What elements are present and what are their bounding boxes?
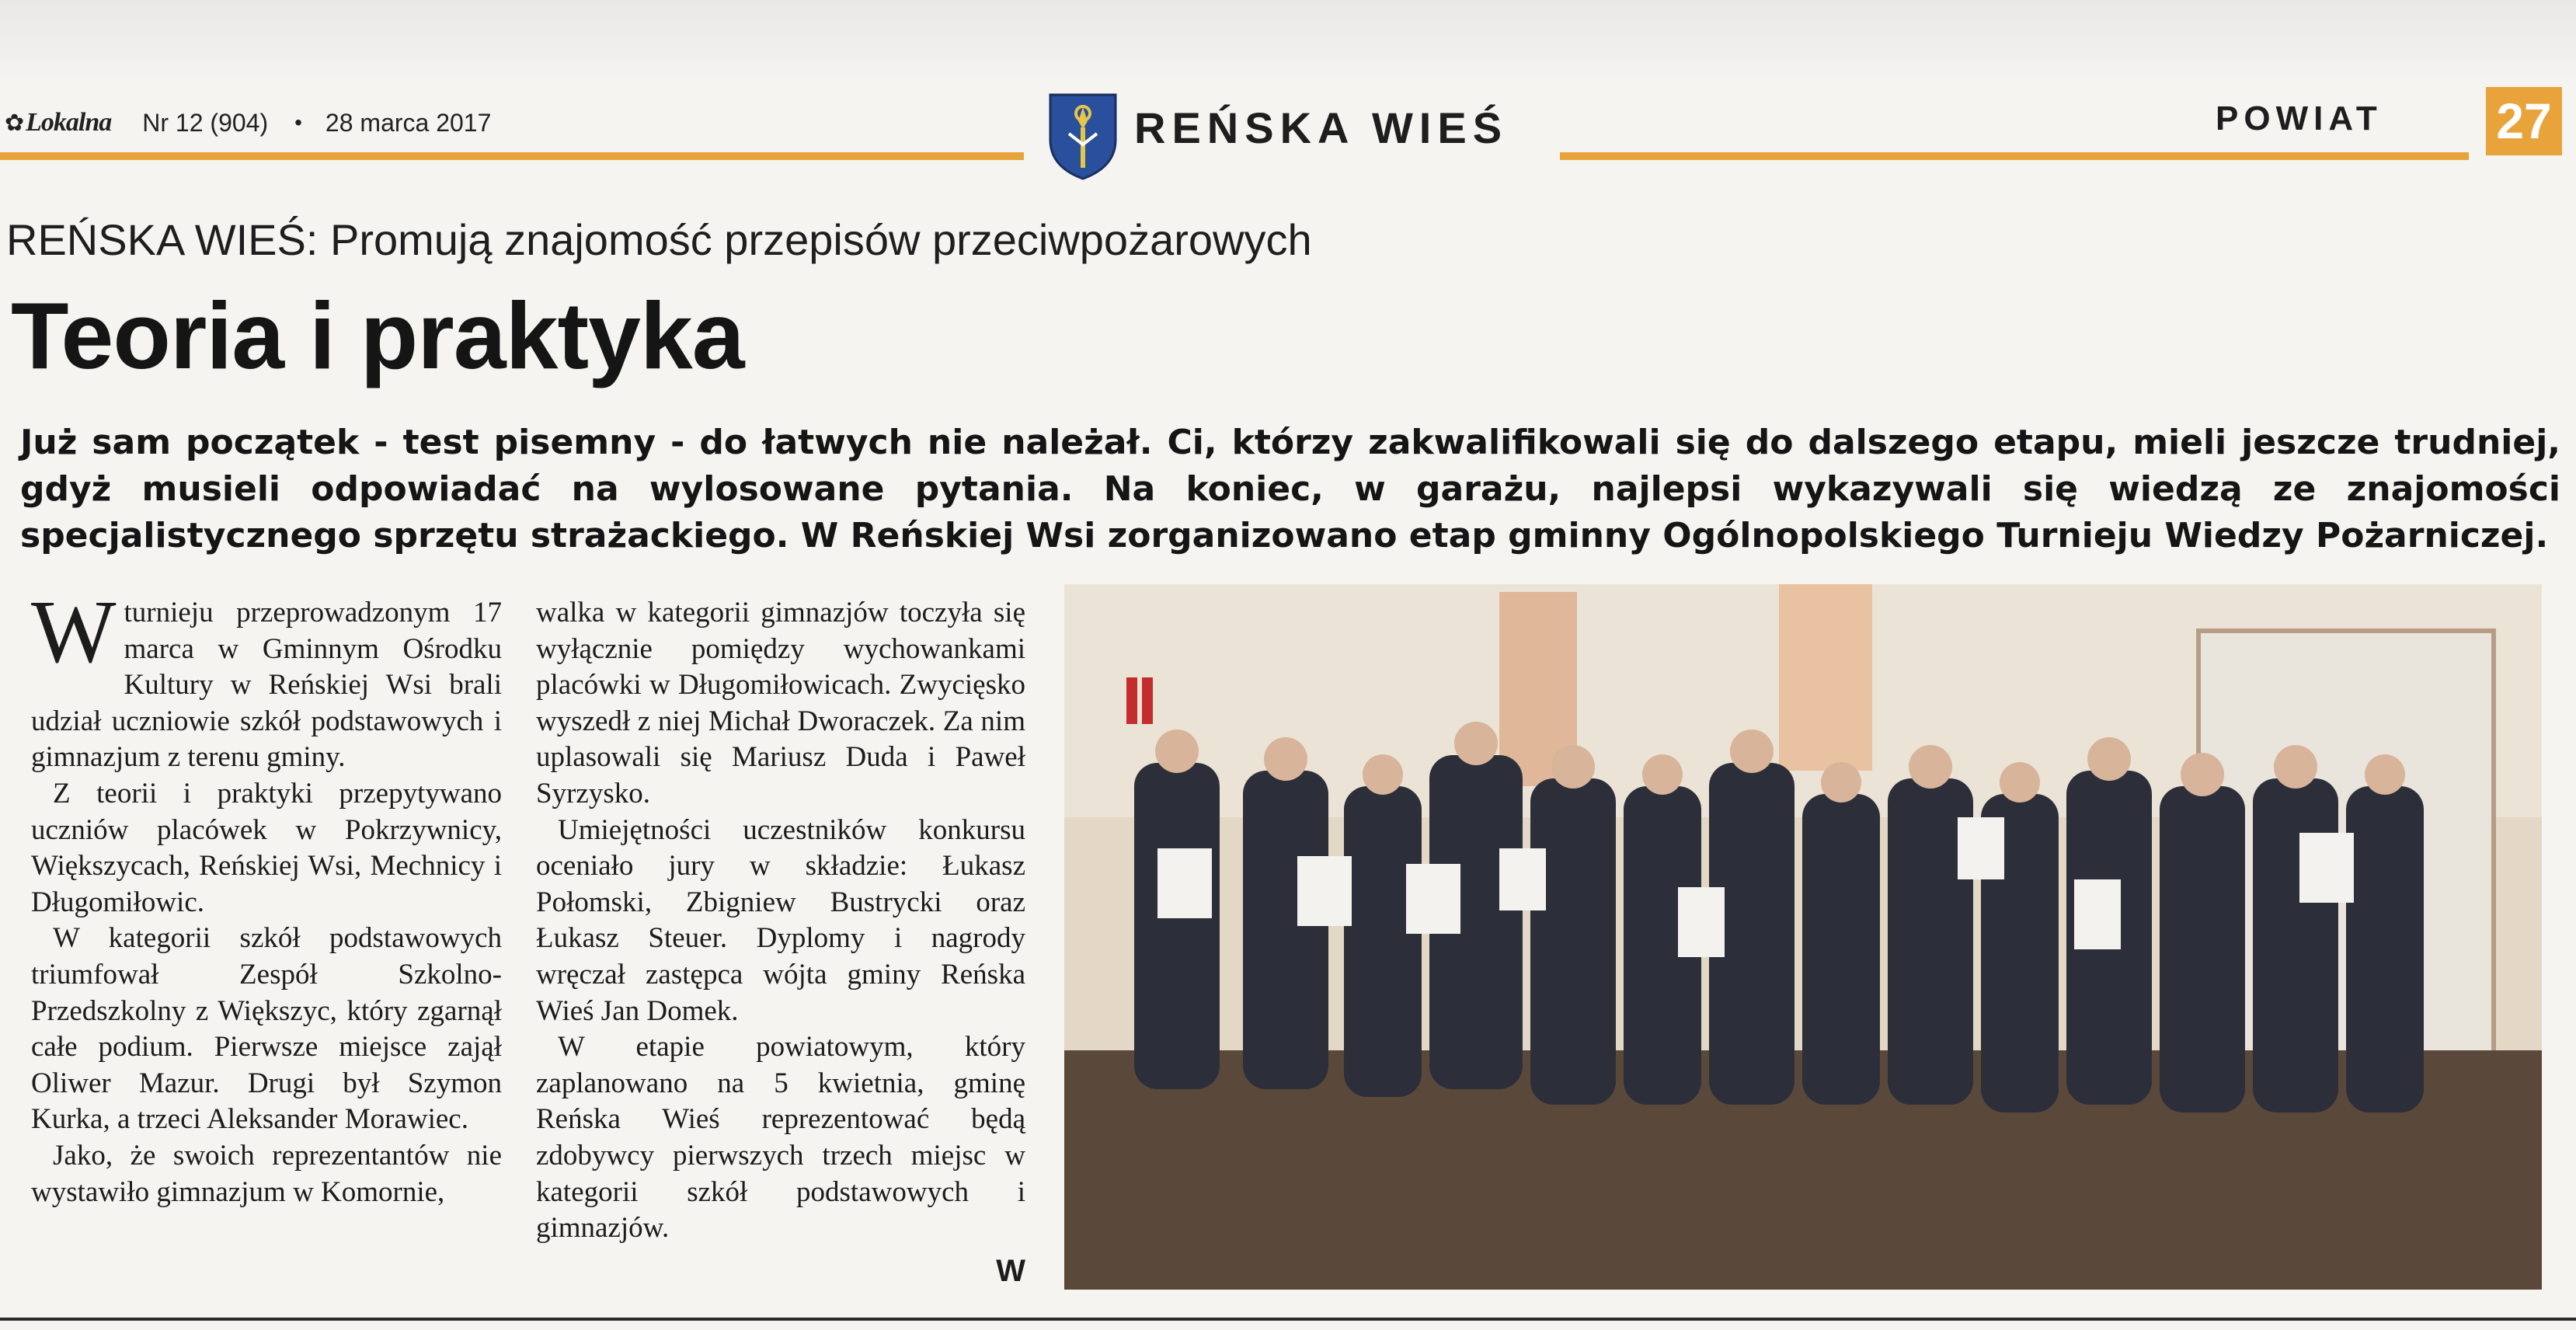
separator-bullet: • <box>294 110 302 134</box>
masthead <box>5 99 491 146</box>
article-kicker: REŃSKA WIEŚ: Promują znajomość przepisów przeciwpożarowych <box>6 215 1312 264</box>
coat-of-arms-icon <box>1046 90 1120 182</box>
star-icon: ✿ <box>5 110 25 136</box>
article-headline: Teoria i praktyka <box>11 283 744 388</box>
paragraph: Z teorii i praktyki przepytywano uczniów placówek w Pokrzywnicy, Większycach, Reńskiej Wsi, Mechnicy i Długomiłowic. <box>31 777 502 918</box>
header-rule-right <box>1560 152 2469 160</box>
section-title: REŃSKA WIEŚ <box>1134 103 1509 152</box>
drop-cap: W <box>31 583 117 682</box>
paragraph: Umiejętności uczestników konkursu oceniało jury w składzie: Łukasz Połomski, Zbigniew Bustrycki oraz Łukasz Steuer. Dyplomy i nagrody wręczał zastępca wójta gminy Reńska Wieś Jan Domek. <box>536 813 1025 1027</box>
paragraph-text: turnieju przeprowadzonym 17 marca w Gminnym Ośrodku Kultury w Reńskiej Wsi brali udział uczniowie szkół podstawowych i gimnazjum z terenu gminy. <box>31 597 502 774</box>
paragraph: Jako, że swoich reprezentantów nie wystawiło gimnazjum w Komornie, <box>31 1139 502 1208</box>
paragraph: W etapie powiatowym, który zaplanowano na 5 kwietnia, gminę Reńska Wieś reprezentować będą zdobywcy pierwszych trzech miejsc w kategorii szkół podstawowych i gimnazjów. <box>536 1031 1025 1245</box>
page-number: 27 <box>2486 87 2562 155</box>
issue-date: 28 marca 2017 <box>325 108 492 137</box>
issue-number: Nr 12 (904) <box>142 108 269 137</box>
section-region: POWIAT <box>2216 99 2383 138</box>
paragraph <box>31 583 502 776</box>
paragraph: W kategorii szkół podstawowych triumfował Zespół Szkolno-Przedszkolny z Większyc, który zgarnął całe podium. Pierwsze miejsce zajął Oliwer Mazur. Drugi był Szymon Kurka, a trzeci Aleksander Morawiec. <box>31 922 502 1136</box>
article-photo <box>1064 584 2542 1290</box>
article-column-2 <box>536 595 1025 1289</box>
newspaper-logo: Lokalna <box>26 108 112 137</box>
header-rule-left <box>0 152 1024 160</box>
page-top-shadow <box>0 0 2576 85</box>
footer-rule <box>0 1318 2576 1321</box>
author-signature: W <box>996 1253 1025 1288</box>
paragraph: walka w kategorii gimnazjów toczyła się wyłącznie pomiędzy wychowankami placówki w Długomiłowicach. Zwycięsko wyszedł z niej Michał Dworaczek. Za nim uplasowali się Mariusz Duda i Paweł Syrzysko. <box>536 597 1025 809</box>
article-column-1 <box>31 583 502 1210</box>
article-lead: Już sam początek - test pisemny - do łatwych nie należał. Ci, którzy zakwalifikowali się do dalszego etapu, mieli jeszcze trudniej, gdyż musieli odpowiadać na wylosowane pytania. Na koniec, w garażu, najlepsi wykazywali się wiedzą ze znajomości specjalistycznego sprzętu strażackiego. W Reńskiej Wsi zorganizowano etap gminny Ogólnopolskiego Turnieju Wiedzy Pożarniczej. <box>20 423 2560 555</box>
